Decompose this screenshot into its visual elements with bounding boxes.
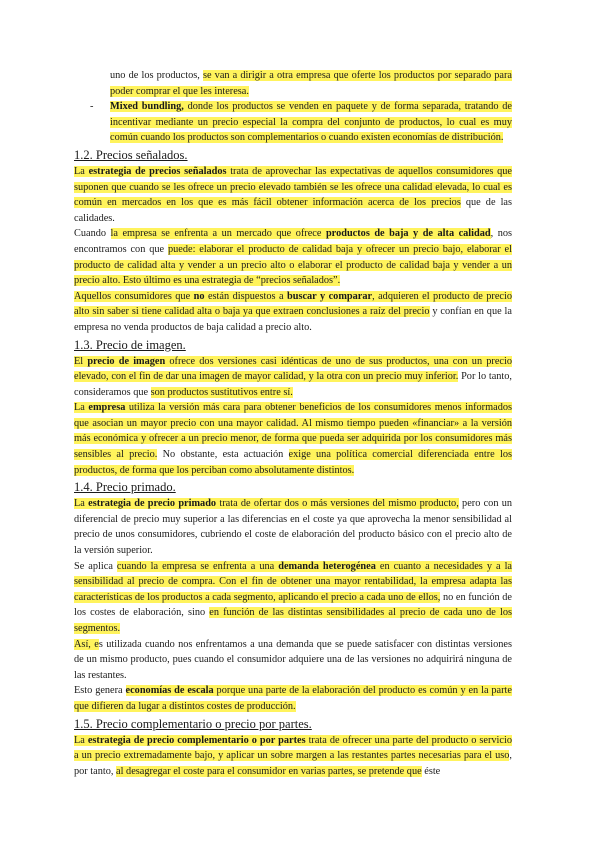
term-precio-complementario: estrategia de precio complementario o por partes: [87, 734, 306, 746]
paragraph-1-3-a: [74, 354, 512, 401]
term-precio-imagen: precio de imagen: [87, 355, 166, 367]
term-baja-alta-calidad: productos de baja y de alta calidad: [325, 228, 491, 240]
text-run: trata de ofertar dos o más versiones del mismo producto,: [216, 498, 459, 510]
intro-text: uno de los productos,: [110, 70, 203, 81]
text-run: están dispuestos a: [204, 290, 287, 302]
text-run: exige una política comercial diferenciada entre los productos, de forma que los perciban como absolutamente distintos.: [74, 449, 513, 476]
text-run: no en función de los costes de elaboración, sino: [74, 591, 512, 619]
paragraph-1-4-d: [74, 683, 512, 714]
text-run: Así, e: [74, 638, 99, 650]
text-run: , adquieren el producto de precio alto sin saber si tiene calidad alta o baja ya que extraen conclusiones a raíz del precio: [74, 290, 513, 318]
text-run: El: [74, 355, 88, 367]
text-run: No obstante, esta actuación: [157, 449, 289, 461]
text-run: ofrece dos versiones casi idénticas de uno de sus productos, una con un precio elevado, con el fin de dar una imagen de mayor calidad, y la otra con un precio muy inferior.: [74, 355, 512, 383]
text-run: puede: elaborar el producto de calidad baja y ofrecer un precio bajo, elaborar el producto de calidad alta y vender a un precio alto o elaborar el producto de calidad baja y vender a un precio alto. Esto último es una estrategia de “precios señalados”.: [74, 243, 512, 287]
text-run: , nos encontramos con que: [74, 228, 513, 255]
text-run: en cuanto a necesidades y a la sensibilidad al precio de compra. Con el fin de obtener una mayor rentabilidad, la empresa adapta las características de los productos a cada segmento, aplicando el precio a cada uno de ellos,: [74, 560, 513, 603]
text-run: trata de ofrecer una parte del producto o servicio a un precio extremadamente bajo, y aplicar un sobre margen a las restantes partes necesarias para el uso: [74, 734, 512, 762]
text-run: éste: [421, 765, 441, 777]
term-precios-senalados: estrategia de precios señalados: [88, 165, 227, 177]
text-run: que de las calidades.: [74, 197, 513, 224]
text-run: pero con un diferencial de precio muy superior a las diferencias en el coste ya que aprovecha la menor sensibilidad al precio de unos consumidores, cubriendo el coste de elaboración del producto básico con el precio alto de la versión superior.: [74, 498, 513, 557]
text-run: Por lo tanto, consideramos que: [74, 371, 513, 398]
text-run: , por tanto,: [74, 750, 512, 777]
mixed-bundling-item: [74, 99, 512, 146]
bullet-dash: -: [90, 101, 94, 113]
text-run: la empresa se enfrenta a un mercado que ofrece: [110, 228, 326, 240]
heading-1-4: 1.4. Precio primado.: [74, 480, 176, 495]
paragraph-1-2-c: [74, 289, 512, 336]
paragraph-1-3-b: [74, 400, 512, 478]
document-body: [74, 68, 512, 779]
text-run: son productos sustitutivos entre sí.: [150, 386, 293, 398]
mixed-bundling-term: Mixed bundling,: [110, 101, 184, 113]
text-run: y confían en que la empresa no venda productos de baja calidad a precio alto.: [74, 306, 512, 333]
paragraph-1-2-b: [74, 226, 512, 288]
text-run: Esto genera: [74, 685, 126, 697]
mixed-bundling-text: donde los productos se venden en paquete y de forma separada, tratando de incentivar mediante un precio especial la compra del conjunto de productos, lo cual es muy común cuando los productos son complementarios o cuando existen economías de distribución.: [110, 101, 512, 144]
paragraph-1-4-b: [74, 559, 512, 637]
term-precio-primado: estrategia de precio primado: [88, 498, 217, 510]
term-empresa: empresa: [88, 402, 126, 414]
text-run: en función de las distintas sensibilidades al precio de cada uno de los segmentos.: [74, 607, 512, 634]
heading-1-5: 1.5. Precio complementario o precio por partes.: [74, 716, 312, 731]
text-run: s utilizada cuando nos enfrentamos a una demanda que se puede satisfacer con distintas versiones de un mismo producto, pues cuando el consumidor adquiere una de las versiones no adquirirá ninguna de las restantes.: [74, 638, 512, 681]
paragraph-1-2-a: [74, 164, 512, 226]
text-run: trata de aprovechar las expectativas de aquellos consumidores que suponen que cuando se les ofrece un precio elevado también se les ofrece una calidad elevada, lo cual es común en mercados en los que es más fácil obtener información acerca de los precios: [74, 165, 512, 209]
intro-highlight: se van a dirigir a otra empresa que oferte los productos por separado para poder comprar el que les interesa.: [110, 70, 512, 97]
term-no: no: [193, 290, 205, 302]
text-run: al desagregar el coste para el consumidor en varias partes, se pretende que: [116, 765, 422, 777]
paragraph-1-5-a: [74, 733, 512, 780]
text-run: Se aplica: [74, 560, 117, 572]
intro-continuation: [74, 68, 512, 99]
text-run: La: [74, 402, 89, 414]
text-run: Aquellos consumidores que: [74, 290, 194, 302]
text-run: La: [74, 498, 89, 510]
paragraph-1-4-a: [74, 496, 512, 558]
paragraph-1-4-c: [74, 637, 512, 684]
text-run: La: [74, 165, 89, 177]
term-buscar-comparar: buscar y comparar: [286, 290, 373, 302]
term-demanda-heterogenea: demanda heterogénea: [278, 560, 376, 572]
heading-1-3: 1.3. Precio de imagen.: [74, 337, 186, 352]
text-run: cuando la empresa se enfrenta a una: [116, 560, 279, 572]
text-run: utiliza la versión más cara para obtener beneficios de los consumidores menos informados que asocian un mayor precio con una mayor calidad. Al mismo tiempo pueden «financiar» a la versión más económica y ofrecer a un precio menor, de forma que pueda ser adquirida por los consumidores más sensibles al precio.: [74, 402, 512, 461]
term-economias-escala: economías de escala: [125, 685, 214, 697]
text-run: La: [74, 734, 88, 746]
text-run: Cuando: [74, 228, 111, 240]
text-run: porque una parte de la elaboración del producto es común y en la parte que difieren da lugar a distintos costes de producción.: [74, 685, 512, 712]
heading-1-2: 1.2. Precios señalados.: [74, 147, 188, 162]
